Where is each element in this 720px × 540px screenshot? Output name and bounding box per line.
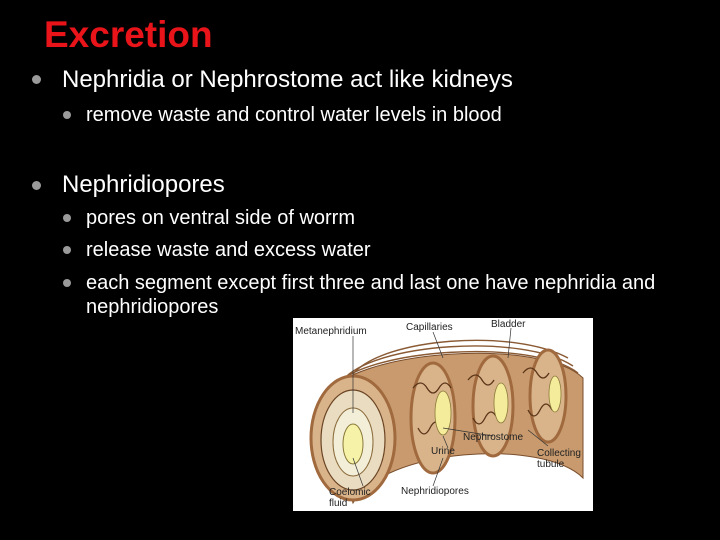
label-nephridiopores: Nephridiopores [401, 486, 469, 497]
label-urine: Urine [431, 446, 455, 457]
sub-bullet-pores: pores on ventral side of worrm [86, 207, 356, 229]
bullet-nephridiopores: Nephridiopores [62, 171, 225, 198]
label-coelomic-1: Coelomic [329, 487, 371, 498]
bullet-dot-icon [32, 75, 41, 84]
sub-bullet-dot-icon [63, 111, 71, 119]
sub-bullet-release: release waste and excess water [86, 239, 371, 261]
sub-bullet-dot-icon [63, 246, 71, 254]
label-capillaries: Capillaries [406, 322, 453, 333]
label-bladder: Bladder [491, 319, 526, 330]
label-nephrostome: Nephrostome [463, 432, 524, 443]
sub-bullet-dot-icon [63, 279, 71, 287]
bullet-nephridia: Nephridia or Nephrostome act like kidneys [62, 66, 513, 93]
bullet-dot-icon [32, 181, 41, 190]
sub-bullet-remove-waste: remove waste and control water levels in blood [86, 104, 502, 126]
earthworm-nephridia-diagram [293, 318, 593, 511]
worm-body [311, 340, 583, 503]
sub-bullet-dot-icon [63, 214, 71, 222]
slide-title: Excretion [44, 14, 213, 55]
label-coelomic-2: fluid [329, 498, 348, 509]
sub-bullet-each-segment: each segment except first three and last one have nephridia and nephridiopores [86, 272, 656, 318]
label-collecting-1: Collecting [537, 448, 581, 459]
label-collecting-2: tubule [537, 459, 565, 470]
label-metanephridium: Metanephridium [295, 326, 367, 337]
